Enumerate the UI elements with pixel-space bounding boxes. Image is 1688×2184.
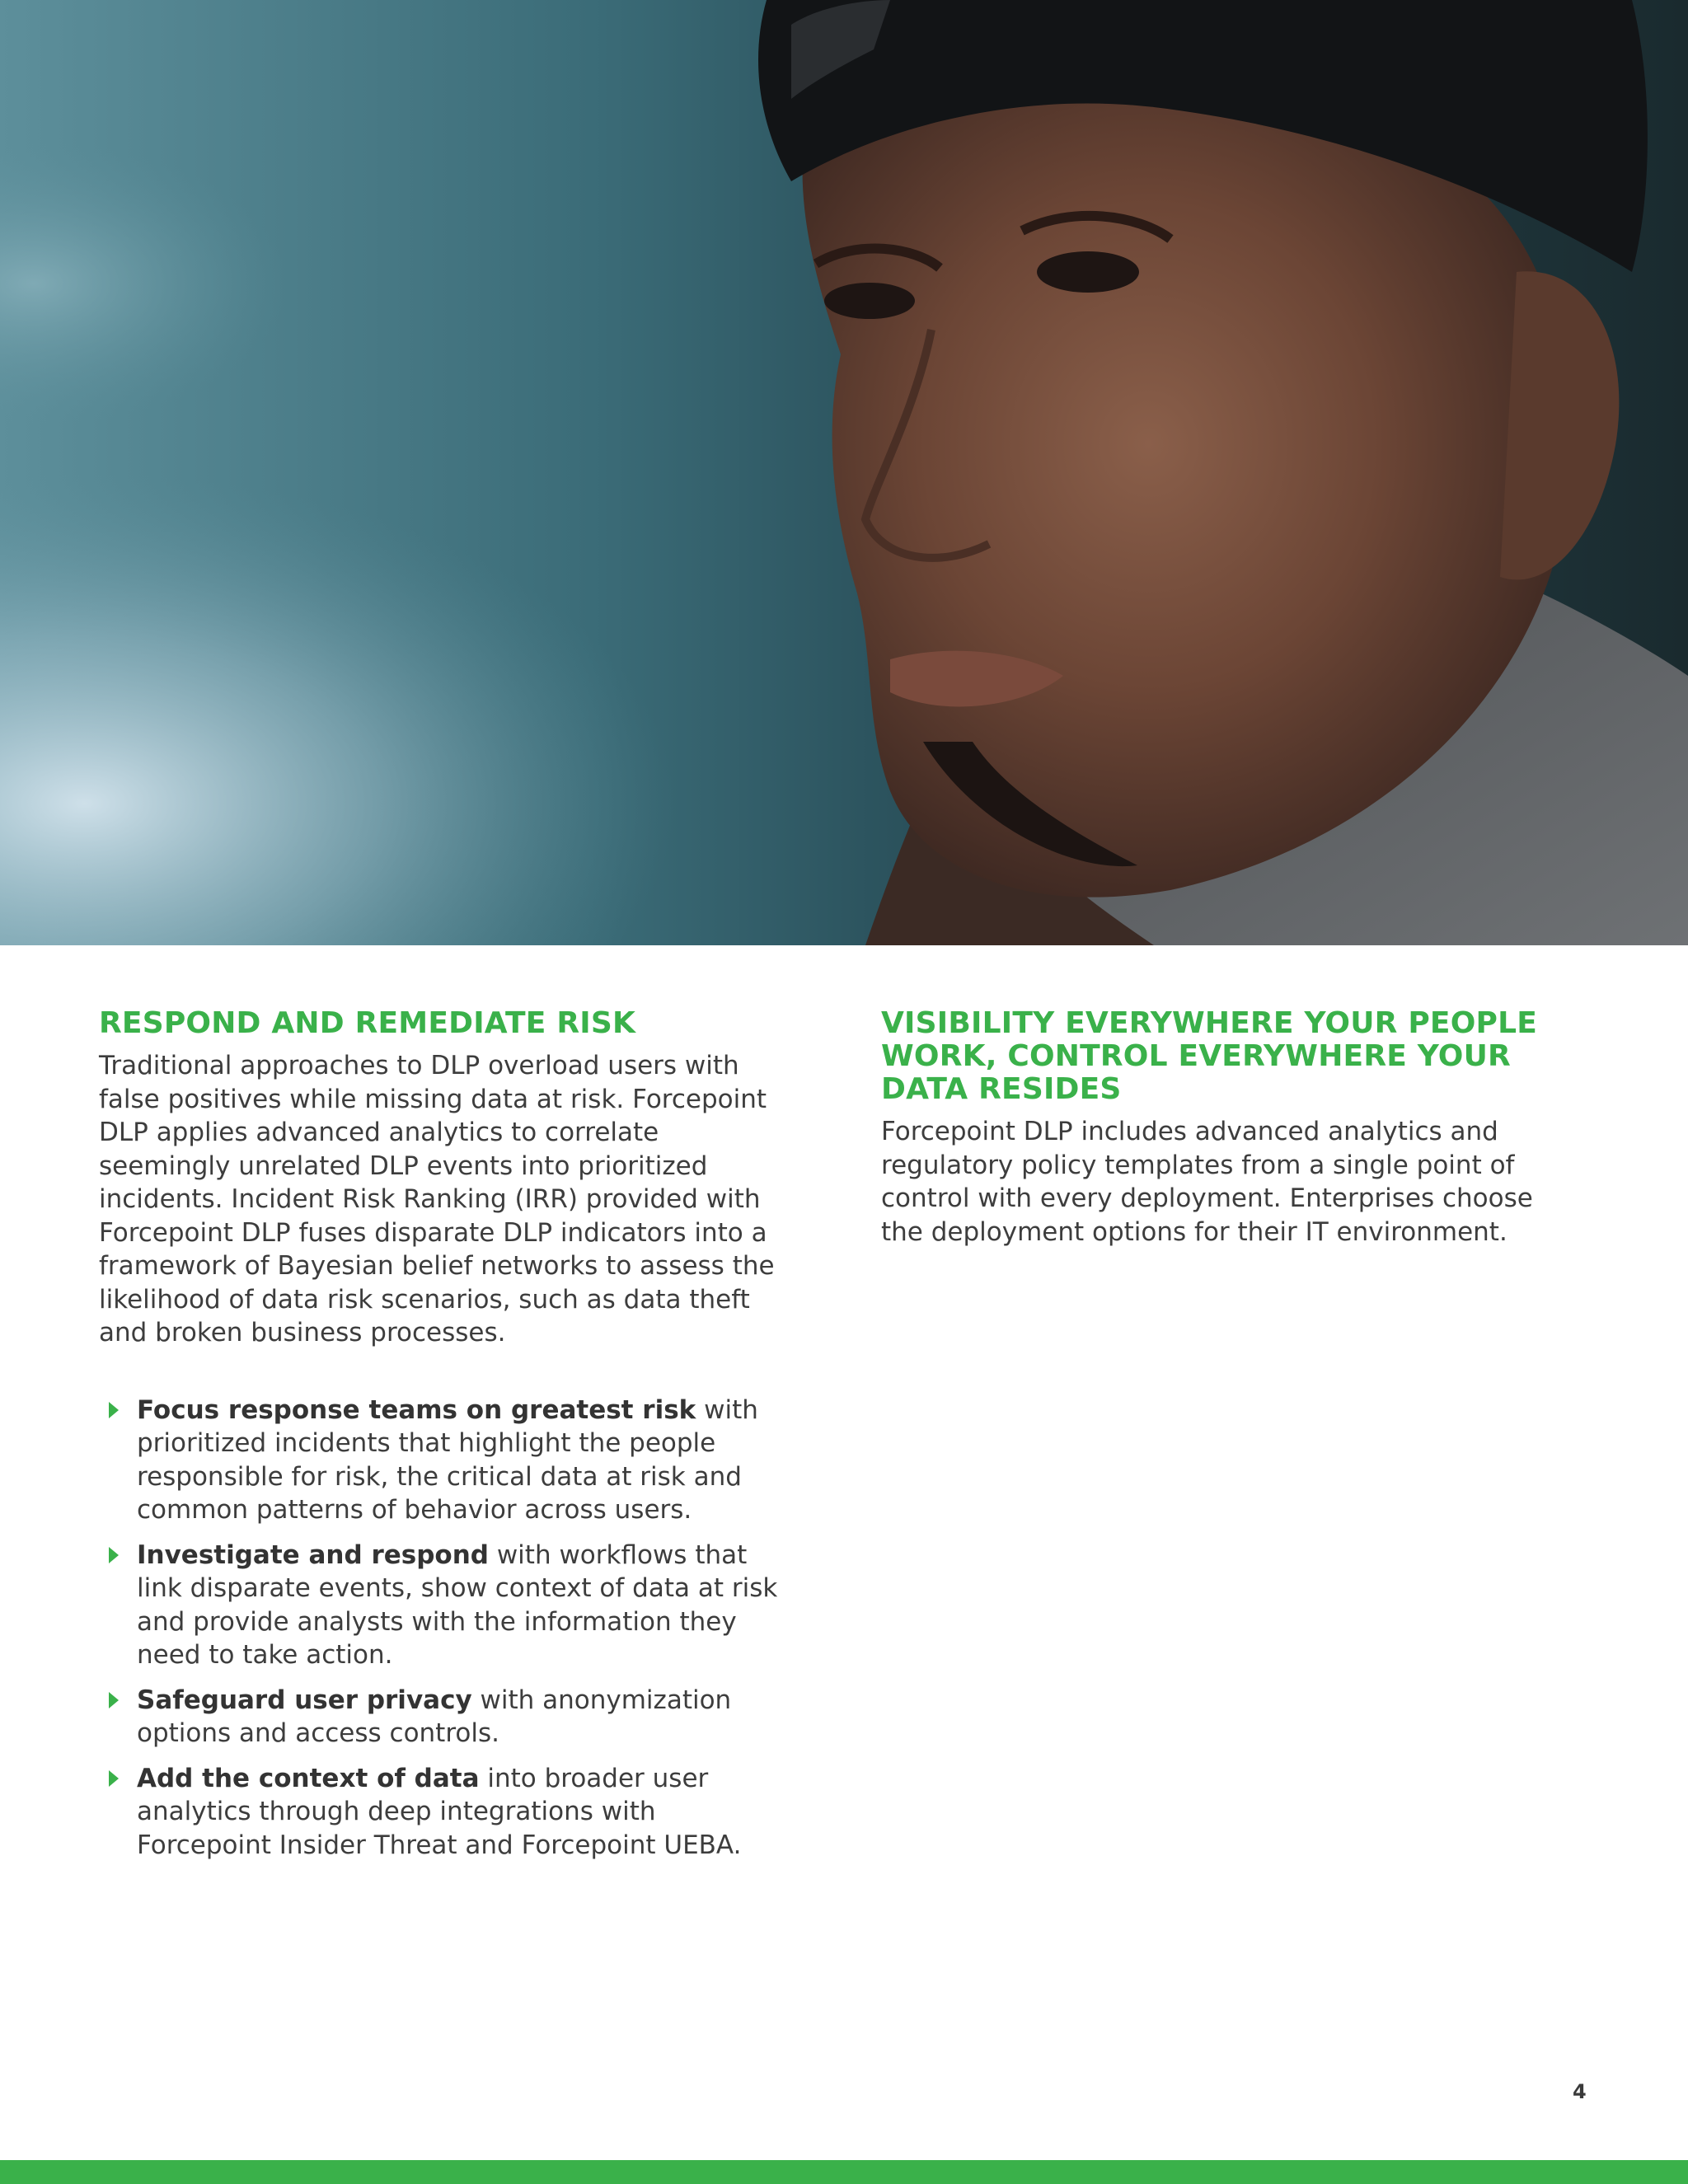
bullet-text: with anonymization options and access controls. <box>137 1685 732 1748</box>
heading-line-2: WORK, CONTROL EVERYWHERE YOUR <box>881 1039 1511 1073</box>
left-column <box>99 1007 791 1873</box>
bullet-lead: Safeguard user privacy <box>137 1685 472 1715</box>
heading-line-1: VISIBILITY EVERYWHERE YOUR PEOPLE <box>881 1006 1538 1040</box>
portrait-photo <box>0 0 1688 945</box>
bullet-lead: Add the context of data <box>137 1763 480 1793</box>
bullet-lead: Investigate and respond <box>137 1540 489 1570</box>
triangle-bullet-icon <box>109 1770 119 1787</box>
bullet-text: with prioritized incidents that highlight the people responsible for risk, the critical data at risk and common patterns of behavior across users. <box>137 1394 758 1525</box>
section-paragraph-visibility: Forcepoint DLP includes advanced analytics and regulatory policy templates from a single point of control with every deployment. Enterprises choose the deployment options for their IT environment. <box>881 1117 1533 1247</box>
section-paragraph-respond: Traditional approaches to DLP overload users with false positives while missing data at risk. Forcepoint DLP applies advanced analytics to correlate seemingly unrelated DLP events into prioritized incidents. Incident Risk Ranking (IRR) provided with Forcepoint DLP fuses disparate DLP indicators into a framework of Bayesian belief networks to assess the likelihood of data risk scenarios, such as data theft and broken business processes. <box>99 1051 775 1347</box>
bullet-lead: Focus response teams on greatest risk <box>137 1394 696 1425</box>
section-heading-visibility <box>881 1007 1573 1106</box>
bullet-text: into broader user analytics through deep integrations with Forcepoint Insider Threat and Forcepoint UEBA. <box>137 1763 742 1860</box>
triangle-bullet-icon <box>109 1692 119 1708</box>
footer-accent-bar <box>0 2160 1688 2184</box>
triangle-bullet-icon <box>109 1547 119 1563</box>
page-number: 4 <box>1573 2080 1587 2103</box>
list-item <box>99 1539 791 1672</box>
triangle-bullet-icon <box>109 1402 119 1418</box>
right-column <box>881 1007 1573 1249</box>
bullet-list <box>99 1394 791 1863</box>
list-item <box>99 1762 791 1863</box>
hero-photo <box>0 0 1688 945</box>
bullet-text: with workflows that link disparate events, show context of data at risk and provide analysts with the information they need to take action. <box>137 1540 778 1670</box>
section-heading-respond: RESPOND AND REMEDIATE RISK <box>99 1006 636 1040</box>
heading-line-3: DATA RESIDES <box>881 1072 1122 1106</box>
list-item <box>99 1394 791 1527</box>
list-item <box>99 1684 791 1750</box>
